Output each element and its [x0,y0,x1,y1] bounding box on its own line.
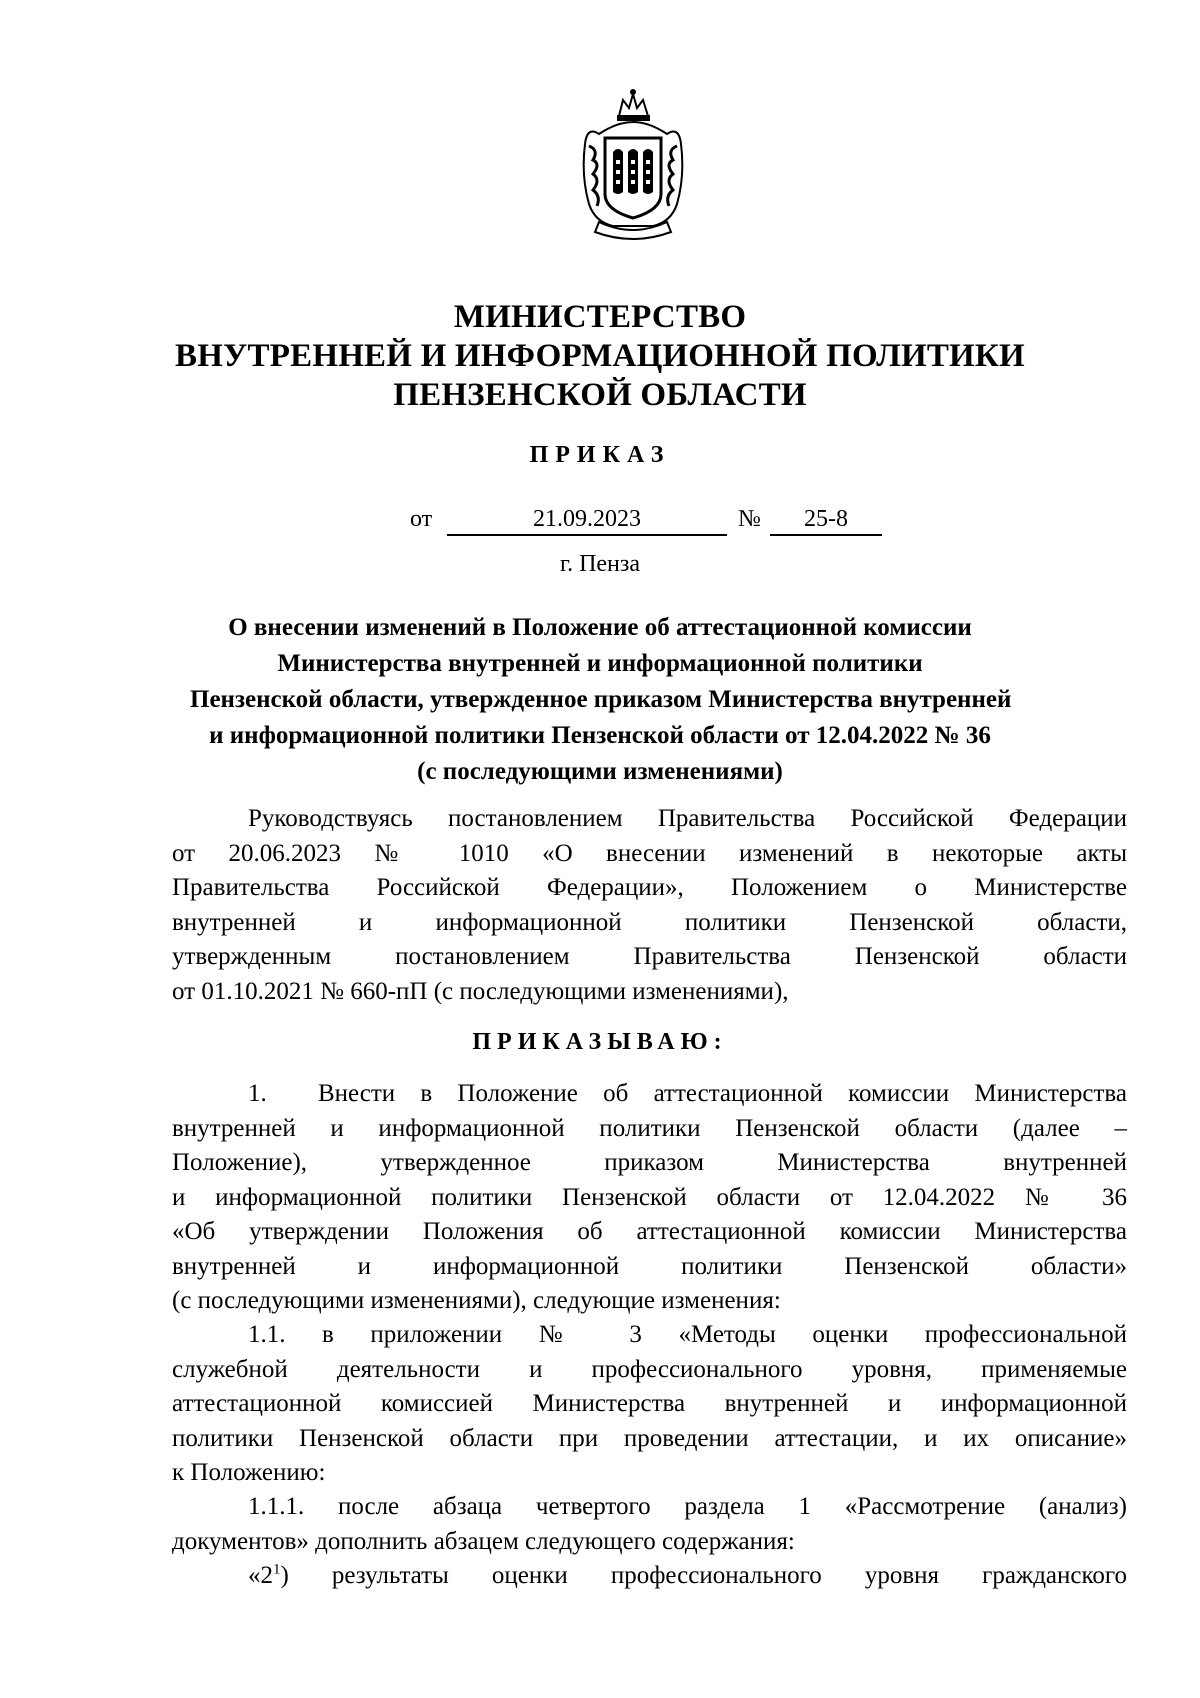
heading-line: и информационной политики Пензенской области от 12.04.2022 № 36 [209,722,991,749]
item-1-1-line: аттестационной комиссией Министерства внутренней и информационной [172,1390,1127,1417]
item-1-paragraph [172,1077,1127,1319]
item-1-1-1-line: документов» дополнить абзацем следующего содержания: [172,1527,795,1555]
item-1-first-line [172,1077,1127,1112]
item-1-1-line: политики Пензенской области при проведении аттестации, и их описание» [172,1424,1127,1452]
order-verb: ПРИКАЗЫВАЮ: [472,1029,728,1055]
coat-of-arms-emblem [579,86,688,244]
order-heading [190,610,1010,790]
number-sign: № [738,506,761,532]
ministry-name-line-2: ВНУТРЕННЕЙ И ИНФОРМАЦИОННОЙ ПОЛИТИКИ [175,338,1025,374]
item-1-line-text: Внести в Положение об аттестационной комиссии Министерства [318,1080,1127,1107]
item-1-1-line: 1.1. в приложении № 3 «Методы оценки профессиональной [248,1321,1127,1348]
quote-superscript: 1 [273,1561,281,1578]
heading-line: Пензенской области, утвержденное приказом Министерства внутренней [190,686,1012,713]
heading-line: (с последующими изменениями) [417,758,783,785]
date-prefix: от [410,506,433,532]
item-1-line: внутренней и информационной политики Пензенской области» [172,1252,1127,1280]
order-number-field: 25-8 [770,506,882,536]
preamble-line: от 20.06.2023 № 1010 «О внесении изменений в некоторые акты [172,839,1127,867]
item-1-line: и информационной политики Пензенской области от 12.04.2022 № 36 [172,1183,1127,1211]
heading-line: Министерства внутренней и информационной политики [277,650,923,677]
item-1-line: «Об утверждении Положения об аттестационной комиссии Министерства [172,1218,1127,1245]
item-1-line: внутренней и информационной политики Пензенской области (далее – [172,1114,1127,1142]
order-title: ПРИКАЗ [529,442,671,468]
quote-paragraph [172,1559,1127,1594]
order-date-field: 21.09.2023 [447,506,727,536]
item-1-1-line: к Положению: [172,1459,326,1486]
city-label: г. Пенза [559,551,641,577]
quote-line [172,1559,1127,1594]
item-1-line: Положение), утвержденное приказом Министерства внутренней [172,1149,1127,1176]
preamble-line: Правительства Российской Федерации», Положением о Министерстве [172,874,1127,901]
preamble-paragraph [172,802,1127,1009]
item-1-1-line: служебной деятельности и профессионального уровня, применяемые [172,1355,1127,1383]
ministry-name-line-1: МИНИСТЕРСТВО [453,299,747,335]
quote-open: «2 [248,1562,273,1589]
heading-line: О внесении изменений в Положение об аттестационной комиссии [228,614,972,641]
item-1-number: 1. [248,1080,267,1107]
preamble-line: утвержденным постановлением Правительства Пензенской области [172,943,1127,970]
item-1-1-1-paragraph [172,1490,1127,1559]
item-1-1-1-line: 1.1.1. после абзаца четвертого раздела 1 «Рассмотрение (анализ) [248,1493,1127,1520]
preamble-line: Руководствуясь постановлением Правительства Российской Федерации [248,805,1127,832]
preamble-line: внутренней и информационной политики Пензенской области, [172,908,1127,936]
quote-text: ) результаты оценки профессионального уровня гражданского [280,1562,1127,1589]
preamble-line: от 01.10.2021 № 660-пП (с последующими изменениями), [172,977,789,1005]
item-1-line: (с последующими изменениями), следующие изменения: [172,1287,781,1314]
ministry-name-line-3: ПЕНЗЕНСКОЙ ОБЛАСТИ [393,377,807,413]
item-1-1-paragraph [172,1318,1127,1491]
